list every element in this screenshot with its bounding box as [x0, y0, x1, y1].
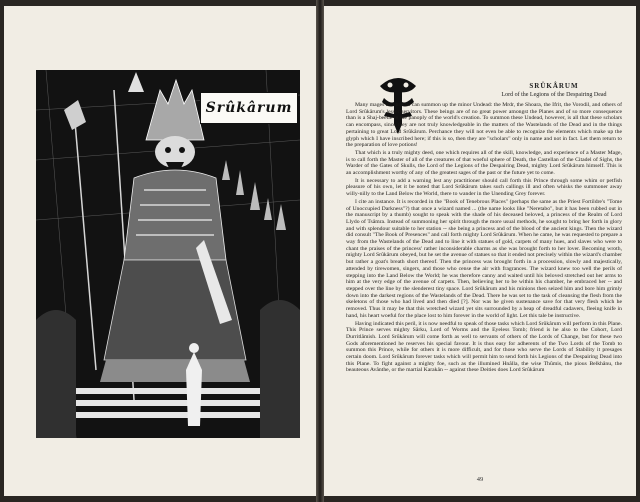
- left-page: [4, 6, 316, 496]
- book-gutter: [316, 0, 324, 502]
- illustration-title-plate: [200, 92, 298, 124]
- srukarum-illustration: [36, 70, 300, 438]
- paragraph: Many mages and priests can summon up the minor Undead: the Mrdr, the Shoara, the Ifrit, the Vorodil, and others of Lord Srûkârum's lesser servitors. These beings are of no great power amongst the Planes and of so more consequence than is a Shaj-beetle in the panoply of the world's creation. To summon these Undead, however, is all that these scholars can encompass, since they are not truly knowledgeable in the matters of the Wastelands of the Dead and in the things pertaining to great Lord Srûkârum. Perchance they will not even be able to recognize the elements which make up the glyph which I have inscribed here; if this is so, then they are "scholars" only in name and not in fact. Let them return to the preparation of love potions!: [346, 102, 622, 149]
- paragraph: I cite an instance. It is recorded in the "Book of Tenebrous Places" (perhaps the same as the Priest Fortildre's "Tome of Unoccupied Darkness"?) that once a wizard named ... (the name looks like "Neretabo", but it has been rubbed out in the manuscript by a thumb) sought to speak with the shade of his deceased beloved, a princess of the Realm of Lord Llydo of Tsâmra. Instead of summoning her spirit through the more usual methods, he sought to bring her forth in glory and with splendour suitable to her station -- she being a princess and of the blood of the ancient kings. Then the wizard did consult "The Book of Presences" and call forth mighty Lord Srûkârum. When he came, he was requested to prepare a way from the Wastelands of the Dead and to line it with statues of gold, carpets of many hues, and slaves who were to chant the praises of the princess' rather inconsiderable charms as she was brought forth to her lover. Becoming wroth, mighty Lord Srûkârum obeyed, but he set the avenue of statues so that it ended not precisely within the wizard's chamber but rather a goat's breath short thereof. Then the princess was brought forth in a procession, slowly and majestically, attended by tirewomen, singers, and those who cense the air with fragrances. The wizard knew too well the perils of stepping into the Land Below the World; he was therefore canny and waited until his beloved stretched out her arms to him at the very edge of the avenue of carpets. Then, believing her to be within his chamber, he embraced her -- and stepped over the line by the slenderest tiny space. Lord Srûkârum and his minions then seized him and bore him grimly down into the darkest regions of the Wastelands of the Dead. There he was set to the task of cleansing the flesh from the skeletons of those who had lived and then died [?]. Nor was he given sustenance save for that very flesh which he removed. Thus it may be that this wretched wizard yet sits surrounded by a heap of dreadful cadavers, fleeing knife in hand, his heart woeful for the place lost to him forever in the world of light. Let this tale be instructive.: [346, 198, 622, 319]
- page-number: 49: [476, 476, 484, 483]
- right-page: [324, 6, 636, 496]
- paragraph: That which is a truly mighty deed, one which requires all of the skill, knowledge, and experience of a Master Mage, is to call forth the Master of all of the creatures of that woeful sphere of Death, the Castellan of the Citadel of Sighs, the Warder of the Gates of Skulls, the Lord of the Legions of the Despairing Dead, mighty Lord Srûkârum himself. This is an accomplishment worthy of any of the greatest sages of the past or the future yet to come.: [346, 149, 622, 177]
- paragraph: Having indicated this peril, it is now needful to speak of those tasks which Lord Srûkârum will perform in this Plane. This Prince serves mighty Sârku, Lord of Worms and the Eyeless Tomb; friend is he also to the Cohort, Lord Durritlâmish. Lord Srûkârum will come forth as well to servants of others of the Lords of Change, but for these two Gods aforementioned he reserves his special favour. It is thus easy for adherents of the Two Lords of the Tomb to summon this Prince, while for others it is more difficult, and for those who serve the Lords of Stability it presages certain doom. Lord Srûkârum forever tasks which will permit him to send forth his Legions of the Despairing Dead into this Plane. To fight against a mighty foe, such as the illumined Hnâlla, the wise Thûmis, the pious Belkhânu, the beauteous Avânthe, or the martial Karakân -- against these Deities does Lord Srûkârum: [346, 320, 622, 374]
- section-heading: SRÜKÂRUM: [529, 82, 579, 90]
- illustration-title: Srûkârum: [205, 100, 293, 116]
- paragraph: It is necessary to add a warning lest any practitioner should call forth this Prince through some whim or petfish pleasure of his own, let it be noted that Lord Srûkârum takes such callings ill and often whisks the summoner away willy-nilly to the Land Below the World, there to wander in the Unending Grey forever.: [346, 177, 622, 198]
- glyph-caption: [474, 82, 634, 98]
- body-text: [346, 102, 622, 458]
- section-subheading: Lord of the Legions of the Despairing Dead: [501, 92, 607, 98]
